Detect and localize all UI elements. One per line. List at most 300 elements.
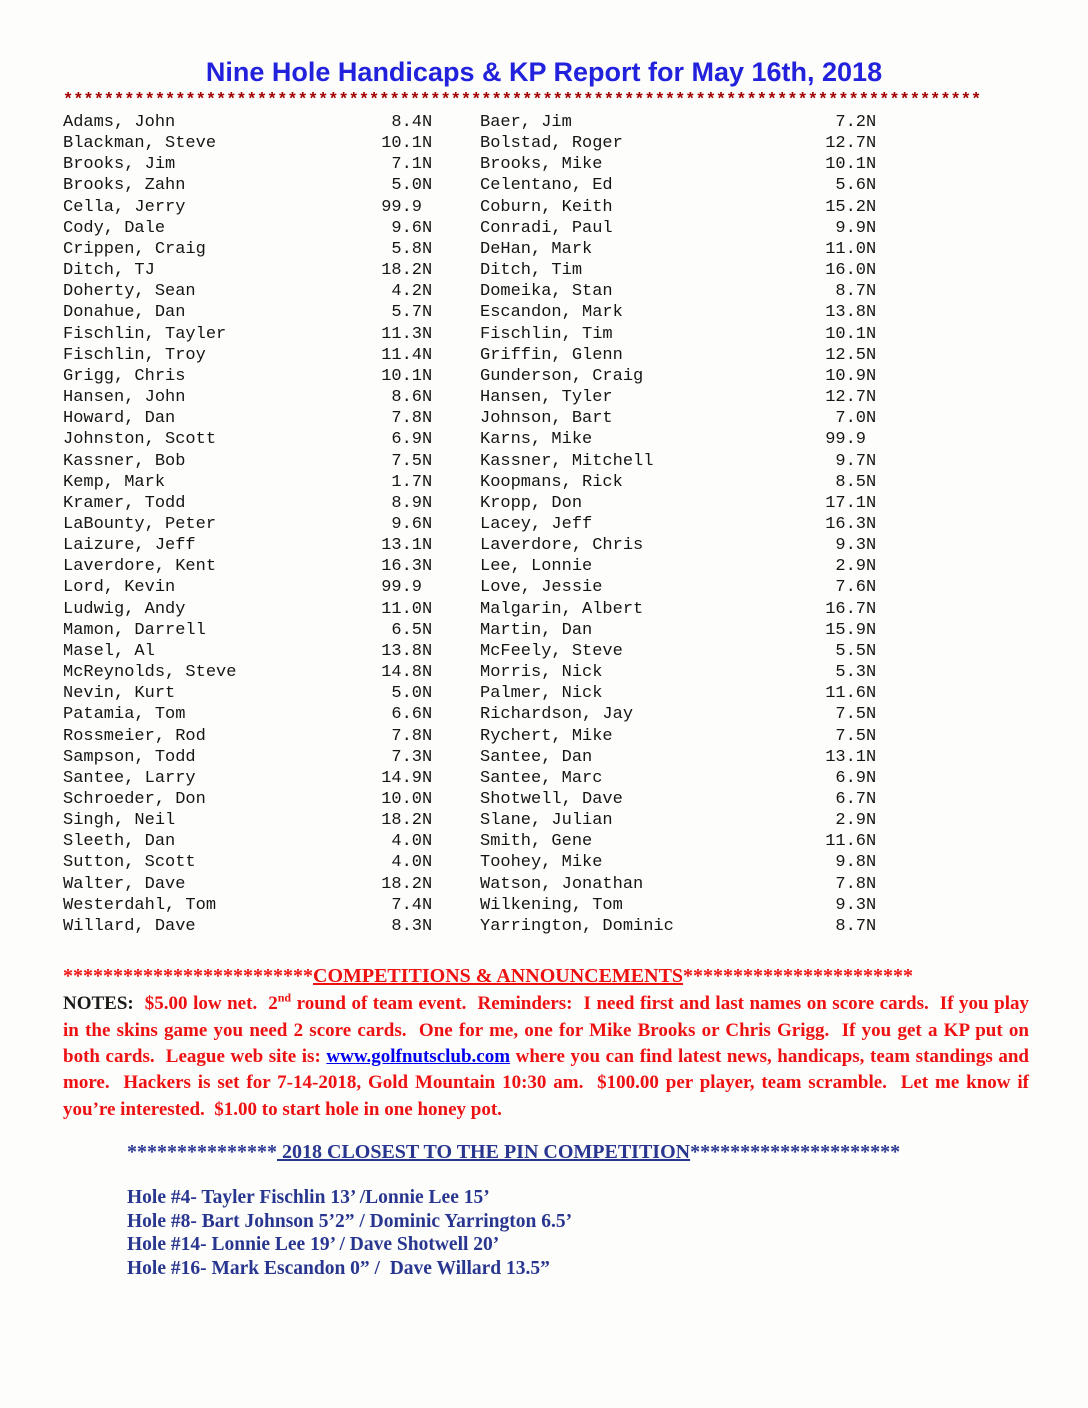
handicap-suffix: N xyxy=(422,895,433,915)
asterisk-separator: ****************************************************************************************** xyxy=(63,92,982,110)
handicap-suffix: N xyxy=(866,768,877,788)
handicap-value: 10.1 xyxy=(381,134,422,154)
handicap-value: 4.0 xyxy=(391,853,422,873)
roster-row xyxy=(63,260,434,281)
handicap-suffix: N xyxy=(866,409,877,429)
player-name: Masel, Al xyxy=(63,641,155,661)
roster-row xyxy=(480,514,878,535)
handicap-value: 10.1 xyxy=(825,324,866,344)
roster-row xyxy=(480,620,878,641)
handicap-suffix: N xyxy=(866,832,877,852)
player-name: Johnston, Scott xyxy=(63,430,217,450)
player-name: Johnson, Bart xyxy=(480,409,613,429)
roster-row xyxy=(63,366,434,387)
handicap-suffix: N xyxy=(422,853,433,873)
roster-column-right xyxy=(480,112,878,937)
handicap-suffix: N xyxy=(866,282,877,302)
handicap-suffix: N xyxy=(866,324,877,344)
handicap-suffix: N xyxy=(422,811,433,831)
player-name: Toohey, Mike xyxy=(480,853,603,873)
handicap-value: 5.3 xyxy=(835,663,866,683)
kp-stars-right: ********************* xyxy=(690,1141,901,1164)
handicap-suffix: N xyxy=(866,113,877,132)
player-name: Escandon, Mark xyxy=(480,303,623,323)
handicap-suffix: N xyxy=(866,451,877,471)
player-name: DeHan, Mark xyxy=(480,239,593,259)
handicap-suffix: N xyxy=(422,536,433,556)
handicap-value: 7.6 xyxy=(835,578,866,598)
roster-row xyxy=(480,641,878,662)
roster-row xyxy=(63,239,434,260)
handicap-value: 4.2 xyxy=(391,282,422,302)
player-name: Smith, Gene xyxy=(480,832,593,852)
handicap-value: 12.5 xyxy=(825,345,866,365)
handicap-suffix: N xyxy=(866,472,877,492)
handicap-value: 7.8 xyxy=(391,409,422,429)
kp-results xyxy=(127,1186,1028,1280)
handicap-value: 16.3 xyxy=(381,557,422,577)
handicap-value: 5.6 xyxy=(835,176,866,196)
handicap-value: 7.0 xyxy=(835,409,866,429)
roster-row xyxy=(63,895,434,916)
handicap-suffix: N xyxy=(422,916,433,936)
handicap-suffix: N xyxy=(422,218,433,238)
player-name: Conradi, Paul xyxy=(480,218,613,238)
roster-row xyxy=(480,726,878,747)
roster-row xyxy=(480,239,878,260)
handicap-value: 9.3 xyxy=(835,536,866,556)
handicap-value: 12.7 xyxy=(825,134,866,154)
handicap-suffix: N xyxy=(866,790,877,809)
handicap-value: 9.3 xyxy=(835,895,866,915)
handicap-suffix: N xyxy=(866,853,877,873)
roster-row xyxy=(63,704,434,725)
handicap-suffix: N xyxy=(422,303,433,323)
handicap-suffix: N xyxy=(422,155,433,175)
handicap-value: 99.9 xyxy=(825,430,866,450)
player-name: Lacey, Jeff xyxy=(480,514,593,534)
roster-row xyxy=(480,472,878,493)
page-title: Nine Hole Handicaps & KP Report for May 16th, 2018 xyxy=(205,57,883,87)
roster-row xyxy=(63,345,434,366)
kp-header-title: 2018 CLOSEST TO THE PIN COMPETITION xyxy=(277,1141,691,1164)
handicap-value: 6.7 xyxy=(835,790,866,809)
handicap-value: 15.2 xyxy=(825,197,866,217)
player-name: Koopmans, Rick xyxy=(480,472,623,492)
player-name: Laverdore, Chris xyxy=(480,536,644,556)
kp-stars-left: *************** xyxy=(127,1141,277,1164)
competitions-stars-left: ************************* xyxy=(63,965,313,988)
player-name: LaBounty, Peter xyxy=(63,514,217,534)
handicap-roster xyxy=(63,112,1028,937)
player-name: Westerdahl, Tom xyxy=(63,895,217,915)
handicap-value: 11.0 xyxy=(381,599,422,619)
handicap-value: 6.9 xyxy=(835,768,866,788)
roster-row xyxy=(63,281,434,302)
handicap-suffix: N xyxy=(866,895,877,915)
handicap-suffix: N xyxy=(866,239,877,259)
handicap-suffix: N xyxy=(866,874,877,894)
player-name: McFeely, Steve xyxy=(480,641,623,661)
player-name: Howard, Dan xyxy=(63,409,176,429)
handicap-suffix: N xyxy=(422,472,433,492)
roster-row xyxy=(63,112,434,133)
player-name: Blackman, Steve xyxy=(63,134,217,154)
roster-row xyxy=(63,472,434,493)
player-name: Baer, Jim xyxy=(480,113,572,132)
player-name: Sampson, Todd xyxy=(63,747,196,767)
roster-row xyxy=(480,281,878,302)
notes-superscript: nd xyxy=(277,990,292,1005)
player-name: Lord, Kevin xyxy=(63,578,176,598)
player-name: Crippen, Craig xyxy=(63,239,206,259)
roster-row xyxy=(63,302,434,323)
roster-row xyxy=(63,768,434,789)
player-name: Santee, Marc xyxy=(480,768,603,788)
notes-text: $5.00 low net. 2 xyxy=(133,993,278,1015)
handicap-value: 13.8 xyxy=(381,641,422,661)
player-name: Karns, Mike xyxy=(480,430,593,450)
handicap-value: 7.5 xyxy=(391,451,422,471)
handicap-value: 7.8 xyxy=(835,874,866,894)
roster-row xyxy=(63,747,434,768)
player-name: Cody, Dale xyxy=(63,218,166,238)
player-name: Cella, Jerry xyxy=(63,197,186,217)
handicap-suffix: N xyxy=(422,557,433,577)
roster-row xyxy=(480,345,878,366)
handicap-suffix: N xyxy=(422,324,433,344)
handicap-suffix: N xyxy=(866,620,877,640)
handicap-suffix: N xyxy=(422,663,433,683)
kp-hole-result: Hole #14- Lonnie Lee 19’ / Dave Shotwell 20’ xyxy=(127,1234,500,1256)
player-name: Willard, Dave xyxy=(63,916,196,936)
handicap-suffix: N xyxy=(422,874,433,894)
handicap-value: 9.8 xyxy=(835,853,866,873)
handicap-value: 9.9 xyxy=(835,218,866,238)
player-name: Doherty, Sean xyxy=(63,282,196,302)
handicap-suffix: N xyxy=(422,451,433,471)
player-name: Ditch, Tim xyxy=(480,261,583,281)
roster-row xyxy=(480,704,878,725)
handicap-suffix: N xyxy=(866,155,877,175)
roster-row xyxy=(480,133,878,154)
roster-row xyxy=(63,535,434,556)
handicap-value: 2.9 xyxy=(835,811,866,831)
player-name: Santee, Dan xyxy=(480,747,593,767)
handicap-suffix: N xyxy=(866,388,877,408)
handicap-value: 11.3 xyxy=(381,324,422,344)
handicap-suffix: N xyxy=(866,663,877,683)
handicap-value: 13.1 xyxy=(381,536,422,556)
handicap-value: 8.3 xyxy=(391,916,422,936)
handicap-suffix: N xyxy=(422,366,433,386)
handicap-suffix: N xyxy=(866,514,877,534)
player-name: Lee, Lonnie xyxy=(480,557,593,577)
player-name: Morris, Nick xyxy=(480,663,603,683)
player-name: Love, Jessie xyxy=(480,578,603,598)
roster-row xyxy=(480,408,878,429)
handicap-suffix: N xyxy=(866,641,877,661)
handicap-value: 7.4 xyxy=(391,895,422,915)
notes-text: round of team event. Reminders: I need first and last names on score cards. If you play in the skins game you need 2 score cards. One for me, one for Mike Brooks or Chris Grigg. If you get a KP put on both cards. League web site is: xyxy=(63,993,1034,1067)
notes-text: NOTES: xyxy=(63,993,134,1015)
player-name: Grigg, Chris xyxy=(63,366,186,386)
competitions-stars-right: *********************** xyxy=(683,965,914,988)
roster-row xyxy=(63,387,434,408)
player-name: Ludwig, Andy xyxy=(63,599,186,619)
handicap-suffix: N xyxy=(866,705,877,725)
roster-row xyxy=(63,620,434,641)
kp-hole-result: Hole #16- Mark Escandon 0” / Dave Willard 13.5” xyxy=(127,1257,550,1279)
handicap-value: 99.9 xyxy=(381,578,422,598)
player-name: Sleeth, Dan xyxy=(63,832,176,852)
handicap-value: 5.0 xyxy=(391,176,422,196)
handicap-value: 6.9 xyxy=(391,430,422,450)
handicap-suffix: N xyxy=(422,239,433,259)
handicap-value: 1.7 xyxy=(391,472,422,492)
handicap-value: 14.9 xyxy=(381,768,422,788)
player-name: Fischlin, Tim xyxy=(480,324,613,344)
handicap-suffix: N xyxy=(866,557,877,577)
handicap-suffix: N xyxy=(866,366,877,386)
handicap-suffix: N xyxy=(866,303,877,323)
player-name: Schroeder, Don xyxy=(63,790,206,809)
handicap-suffix: N xyxy=(422,599,433,619)
roster-row xyxy=(480,218,878,239)
player-name: Watson, Jonathan xyxy=(480,874,644,894)
handicap-value: 11.4 xyxy=(381,345,422,365)
handicap-suffix: N xyxy=(422,430,433,450)
roster-row xyxy=(63,218,434,239)
roster-row xyxy=(63,556,434,577)
roster-row xyxy=(480,789,878,810)
player-name: Martin, Dan xyxy=(480,620,593,640)
handicap-suffix: N xyxy=(422,641,433,661)
roster-row xyxy=(480,493,878,514)
handicap-suffix: N xyxy=(866,684,877,704)
handicap-suffix xyxy=(866,429,878,450)
handicap-suffix: N xyxy=(866,726,877,746)
handicap-value: 15.9 xyxy=(825,620,866,640)
roster-row xyxy=(480,366,878,387)
handicap-value: 5.5 xyxy=(835,641,866,661)
roster-row xyxy=(63,175,434,196)
handicap-value: 99.9 xyxy=(381,197,422,217)
handicap-value: 8.7 xyxy=(835,282,866,302)
roster-row xyxy=(480,599,878,620)
handicap-suffix: N xyxy=(866,197,877,217)
player-name: Griffin, Glenn xyxy=(480,345,623,365)
roster-row xyxy=(480,387,878,408)
roster-row xyxy=(480,302,878,323)
player-name: Hansen, Tyler xyxy=(480,388,613,408)
handicap-suffix: N xyxy=(422,768,433,788)
player-name: Kramer, Todd xyxy=(63,493,186,513)
handicap-value: 4.0 xyxy=(391,832,422,852)
roster-row xyxy=(63,641,434,662)
roster-row xyxy=(63,154,434,175)
player-name: Patamia, Tom xyxy=(63,705,186,725)
player-name: Brooks, Jim xyxy=(63,155,176,175)
roster-row xyxy=(480,429,878,450)
roster-row xyxy=(63,874,434,895)
player-name: Laizure, Jeff xyxy=(63,536,196,556)
handicap-value: 7.2 xyxy=(835,113,866,132)
roster-row xyxy=(63,831,434,852)
player-name: Domeika, Stan xyxy=(480,282,613,302)
roster-row xyxy=(480,535,878,556)
player-name: Hansen, John xyxy=(63,388,186,408)
competitions-header-title: COMPETITIONS & ANNOUNCEMENTS xyxy=(313,965,684,988)
handicap-value: 12.7 xyxy=(825,388,866,408)
roster-row xyxy=(480,916,878,937)
player-name: Richardson, Jay xyxy=(480,705,634,725)
player-name: Gunderson, Craig xyxy=(480,366,644,386)
roster-row xyxy=(63,599,434,620)
notes-text: where you can find latest news, handicaps, team standings and more. Hackers is set for 7-14-2018, Gold Mountain 10:30 am. $100.00 per player, team scramble. Let me know if you’re interested. $1.00 to start hole in one honey pot. xyxy=(63,1045,1034,1120)
handicap-suffix xyxy=(422,197,434,218)
handicap-suffix: N xyxy=(866,345,877,365)
player-name: Bolstad, Roger xyxy=(480,134,623,154)
handicap-value: 9.7 xyxy=(835,451,866,471)
handicap-suffix: N xyxy=(422,134,433,154)
handicap-suffix: N xyxy=(422,409,433,429)
kp-hole-result: Hole #4- Tayler Fischlin 13’ /Lonnie Lee 15’ xyxy=(127,1187,490,1209)
roster-row xyxy=(63,852,434,873)
handicap-value: 8.5 xyxy=(835,472,866,492)
roster-row xyxy=(63,683,434,704)
roster-row xyxy=(63,408,434,429)
handicap-value: 5.8 xyxy=(391,239,422,259)
player-name: Walter, Dave xyxy=(63,874,186,894)
roster-row xyxy=(480,768,878,789)
handicap-value: 18.2 xyxy=(381,261,422,281)
handicap-value: 13.8 xyxy=(825,303,866,323)
roster-row xyxy=(63,789,434,810)
roster-row xyxy=(63,662,434,683)
player-name: Fischlin, Tayler xyxy=(63,324,227,344)
roster-row xyxy=(480,260,878,281)
handicap-suffix: N xyxy=(422,261,433,281)
handicap-value: 9.6 xyxy=(391,218,422,238)
handicap-suffix: N xyxy=(422,113,433,132)
player-name: Kemp, Mark xyxy=(63,472,166,492)
roster-row xyxy=(63,451,434,472)
handicap-value: 2.9 xyxy=(835,557,866,577)
player-name: Wilkening, Tom xyxy=(480,895,623,915)
player-name: McReynolds, Steve xyxy=(63,663,237,683)
handicap-value: 7.3 xyxy=(391,747,422,767)
handicap-value: 6.6 xyxy=(391,705,422,725)
roster-row xyxy=(480,662,878,683)
roster-row xyxy=(63,324,434,345)
player-name: Sutton, Scott xyxy=(63,853,196,873)
handicap-value: 16.0 xyxy=(825,261,866,281)
handicap-suffix: N xyxy=(866,176,877,196)
player-name: Adams, John xyxy=(63,113,176,132)
player-name: Ditch, TJ xyxy=(63,261,155,281)
roster-row xyxy=(480,154,878,175)
player-name: Singh, Neil xyxy=(63,811,176,831)
handicap-suffix: N xyxy=(866,811,877,831)
roster-row xyxy=(63,133,434,154)
player-name: Yarrington, Dominic xyxy=(480,916,674,936)
player-name: Kassner, Bob xyxy=(63,451,186,471)
handicap-suffix: N xyxy=(866,599,877,619)
handicap-value: 8.4 xyxy=(391,113,422,132)
roster-row xyxy=(480,556,878,577)
handicap-value: 7.5 xyxy=(835,726,866,746)
handicap-suffix: N xyxy=(866,134,877,154)
handicap-suffix: N xyxy=(422,832,433,852)
roster-row xyxy=(480,895,878,916)
handicap-value: 6.5 xyxy=(391,620,422,640)
roster-row xyxy=(480,683,878,704)
player-name: Brooks, Zahn xyxy=(63,176,186,196)
handicap-suffix: N xyxy=(866,536,877,556)
player-name: Rychert, Mike xyxy=(480,726,613,746)
player-name: Nevin, Kurt xyxy=(63,684,176,704)
kp-header xyxy=(127,1139,1028,1165)
handicap-suffix: N xyxy=(422,705,433,725)
handicap-value: 10.1 xyxy=(825,155,866,175)
handicap-value: 10.9 xyxy=(825,366,866,386)
league-website-link[interactable]: www.golfnutsclub.com xyxy=(326,1045,511,1067)
roster-row xyxy=(63,197,434,218)
handicap-value: 11.6 xyxy=(825,832,866,852)
handicap-value: 11.0 xyxy=(825,239,866,259)
roster-row xyxy=(480,852,878,873)
handicap-value: 7.5 xyxy=(835,705,866,725)
handicap-value: 5.7 xyxy=(391,303,422,323)
handicap-suffix: N xyxy=(866,747,877,767)
player-name: Fischlin, Troy xyxy=(63,345,206,365)
handicap-suffix: N xyxy=(422,684,433,704)
kp-hole-result: Hole #8- Bart Johnson 5’2” / Dominic Yarrington 6.5’ xyxy=(127,1210,573,1232)
roster-row xyxy=(63,514,434,535)
competitions-header xyxy=(63,963,1029,989)
handicap-value: 18.2 xyxy=(381,811,422,831)
player-name: Donahue, Dan xyxy=(63,303,186,323)
roster-row xyxy=(480,197,878,218)
handicap-value: 8.7 xyxy=(835,916,866,936)
roster-row xyxy=(63,726,434,747)
roster-row xyxy=(480,874,878,895)
handicap-suffix xyxy=(422,577,434,598)
roster-row xyxy=(480,747,878,768)
roster-row xyxy=(480,175,878,196)
handicap-suffix: N xyxy=(866,916,877,936)
handicap-value: 8.9 xyxy=(391,493,422,513)
handicap-suffix: N xyxy=(422,282,433,302)
handicap-suffix: N xyxy=(866,578,877,598)
roster-row xyxy=(63,577,434,598)
player-name: Malgarin, Albert xyxy=(480,599,644,619)
handicap-value: 7.1 xyxy=(391,155,422,175)
handicap-value: 16.7 xyxy=(825,599,866,619)
player-name: Kropp, Don xyxy=(480,493,583,513)
roster-column-left xyxy=(63,112,434,937)
player-name: Santee, Larry xyxy=(63,768,196,788)
handicap-value: 10.1 xyxy=(381,366,422,386)
handicap-suffix: N xyxy=(422,790,433,809)
handicap-value: 9.6 xyxy=(391,514,422,534)
handicap-suffix: N xyxy=(422,493,433,513)
handicap-suffix: N xyxy=(422,388,433,408)
handicap-suffix: N xyxy=(422,726,433,746)
player-name: Coburn, Keith xyxy=(480,197,613,217)
player-name: Palmer, Nick xyxy=(480,684,603,704)
